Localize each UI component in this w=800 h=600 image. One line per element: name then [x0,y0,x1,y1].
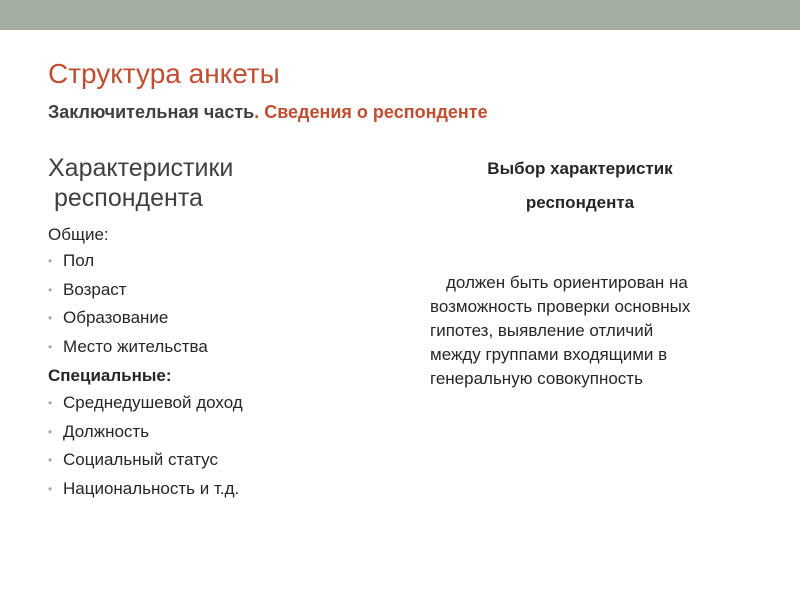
body-line: должен быть ориентирован на [446,273,688,292]
subtitle-part-accent: . Сведения о респонденте [254,102,488,122]
left-column-heading [48,153,368,213]
left-heading-line-1: Характеристики [48,154,234,182]
list-item [48,392,243,421]
special-characteristics-list [48,392,243,506]
list-item-text: Социальный статус [63,450,218,469]
list-item-text: Среднедушевой доход [63,393,243,412]
special-group-label: Специальные: [48,366,172,385]
body-line: генеральную совокупность [430,369,643,388]
body-line: гипотез, выявление отличий [430,321,654,340]
bullet-icon: • [48,254,53,268]
bullet-icon: • [48,396,53,410]
right-heading-line-2: респондента [525,193,635,212]
left-heading-line-2: респондента [54,184,203,212]
right-column-heading [420,152,740,220]
right-heading-line-1: Выбор характеристик [487,159,673,178]
subtitle-part-main: Заключительная часть [48,102,255,122]
list-item [48,250,208,279]
right-column-body [430,271,750,391]
list-item-text: Место жительства [63,336,208,356]
general-characteristics-list [48,250,208,364]
list-item-text: Пол [63,251,95,270]
general-group-label: Общие: [48,225,109,244]
body-line: между группами входящими в [430,345,668,364]
bullet-icon: • [48,339,53,354]
list-item-text: Национальность и т.д. [63,478,240,498]
body-line: возможность проверки основных [430,297,691,316]
list-item-text: Возраст [63,279,127,299]
bullet-icon: • [48,282,53,297]
list-item-text: Образование [63,308,169,327]
top-decorative-band [0,0,800,30]
list-item [48,336,208,365]
list-item [48,449,243,478]
bullet-icon: • [48,424,53,439]
bullet-icon: • [48,481,53,496]
list-item-text: Должность [63,421,150,441]
slide-title: Структура анкеты [48,58,280,89]
bullet-icon: • [48,311,53,325]
list-item [48,307,208,336]
list-item [48,421,243,450]
slide-subtitle [48,101,488,123]
list-item [48,279,208,308]
list-item [48,478,243,507]
bullet-icon: • [48,453,53,467]
